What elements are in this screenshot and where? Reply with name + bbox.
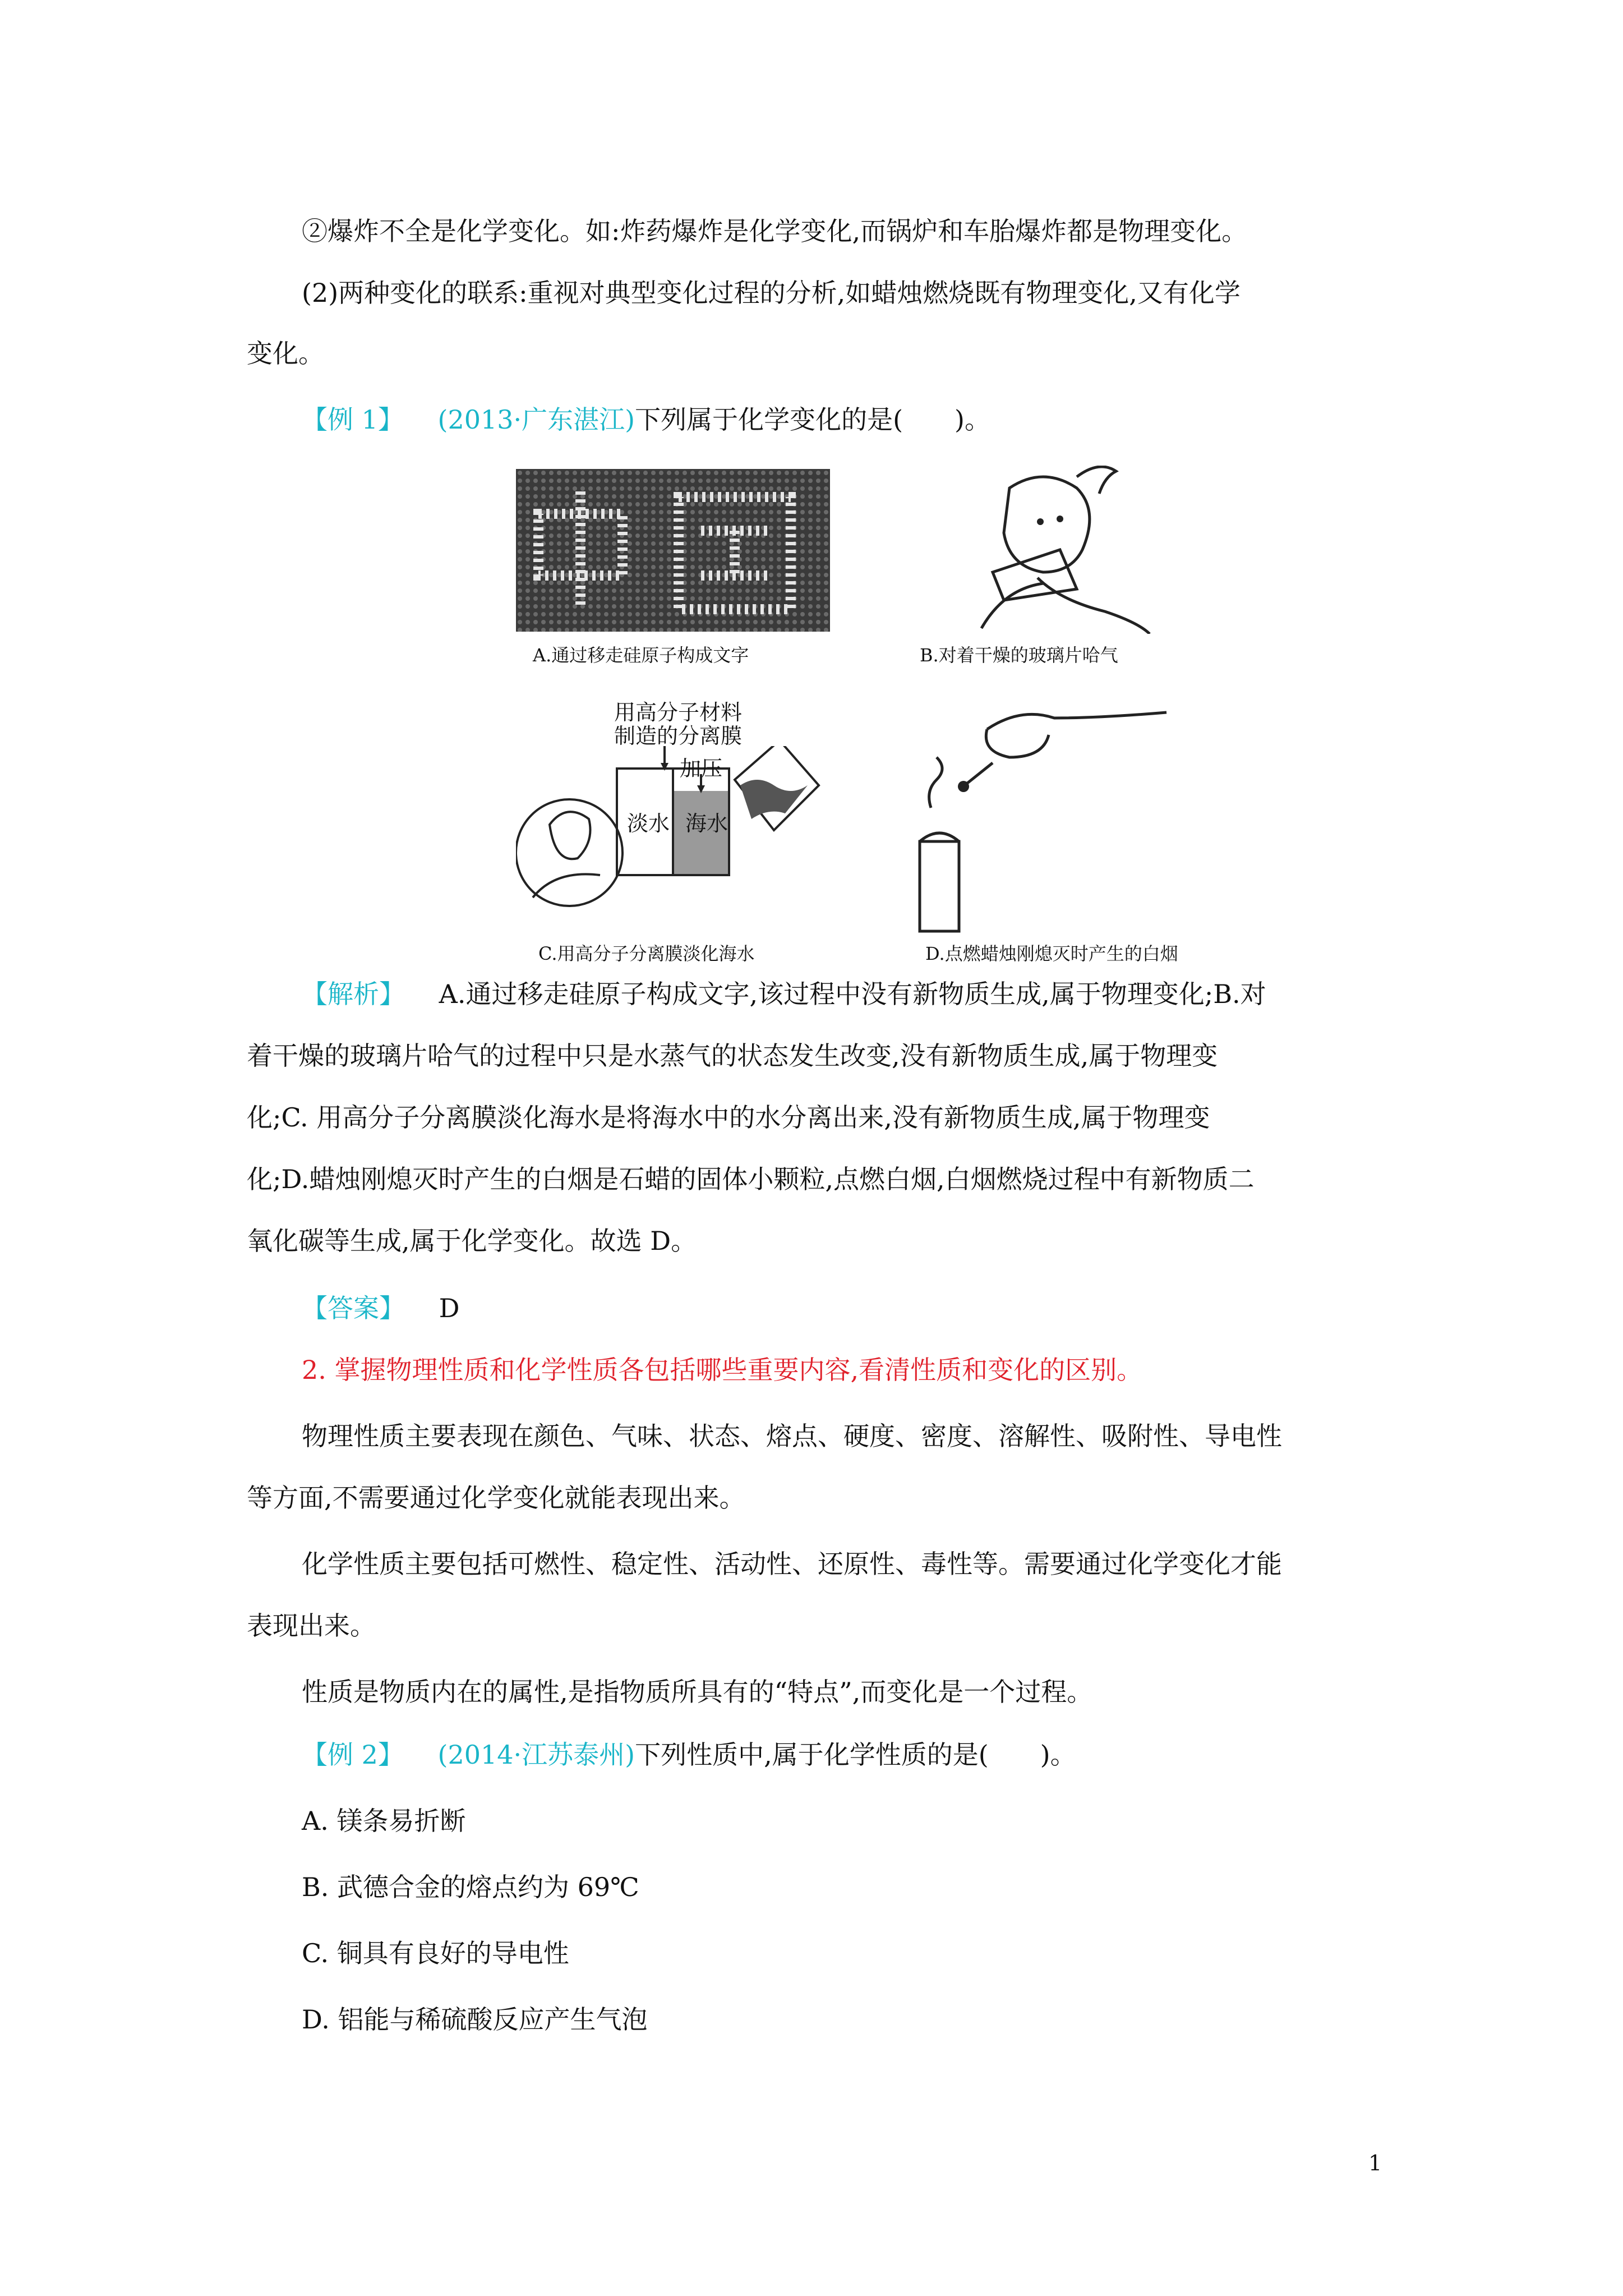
- caption-b: B.对着干燥的玻璃片哈气: [920, 645, 1118, 666]
- caption-c: C.用高分子分离膜淡化海水: [538, 943, 755, 964]
- property-vs-change-text: 性质是物质内在的属性,是指物质所具有的“特点”,而变化是一个过程。: [302, 1677, 1093, 1707]
- chemical-property-text-cont: 表现出来。: [247, 1611, 376, 1641]
- example-1-tag: 【例 1】: [302, 404, 404, 435]
- answer-1: [302, 1291, 460, 1325]
- analysis-line-4: 化;D.蜡烛刚熄灭时产生的白烟是石蜡的固体小颗粒,点燃白烟,白烟燃烧过程中有新物质二: [247, 1164, 1255, 1194]
- option-a: A. 镁条易折断: [302, 1806, 466, 1836]
- analysis-line-2: 着干燥的玻璃片哈气的过程中只是水蒸气的状态发生改变,没有新物质生成,属于物理变: [247, 1041, 1218, 1071]
- example-2-tag: 【例 2】: [302, 1740, 404, 1770]
- candle-smoke-illustration: [897, 701, 1189, 937]
- section-2-heading: 2. 掌握物理性质和化学性质各包括哪些重要内容,看清性质和变化的区别。: [302, 1355, 1143, 1385]
- analysis-tag: 【解析】: [302, 979, 405, 1009]
- example-1-source: (2013·广东湛江): [437, 404, 635, 435]
- analysis-line-3: 化;C. 用高分子分离膜淡化海水是将海水中的水分离出来,没有新物质生成,属于物理变: [247, 1102, 1210, 1133]
- label-membrane-1: 用高分子材料: [614, 700, 743, 725]
- silicon-atoms-photo: [516, 469, 830, 632]
- physical-property-text: 物理性质主要表现在颜色、气味、状态、熔点、硬度、密度、溶解性、吸附性、导电性: [302, 1421, 1282, 1451]
- answer-1-value: D: [439, 1293, 460, 1323]
- girl-breathing-illustration: [909, 466, 1166, 634]
- example-2-question: [302, 1738, 1076, 1772]
- caption-a: A.通过移走硅原子构成文字: [533, 645, 749, 666]
- paragraph-relation-cont: 变化。: [247, 338, 324, 369]
- label-press: 加压: [680, 756, 723, 781]
- analysis-text-1: A.通过移走硅原子构成文字,该过程中没有新物质生成,属于物理变化;B.对: [439, 979, 1266, 1009]
- example-1-figure: [516, 466, 1200, 970]
- analysis-line-5: 氧化碳等生成,属于化学变化。故选 D。: [247, 1226, 697, 1256]
- answer-1-tag: 【答案】: [302, 1293, 405, 1323]
- option-d: D. 铝能与稀硫酸反应产生气泡: [302, 2004, 648, 2035]
- physical-property-text-cont: 等方面,不需要通过化学变化就能表现出来。: [247, 1483, 745, 1513]
- example-2-source: (2014·江苏泰州): [437, 1740, 635, 1770]
- caption-d: D.点燃蜡烛刚熄灭时产生的白烟: [925, 943, 1178, 964]
- example-1-question: [302, 403, 990, 436]
- example-1-stem: 下列属于化学变化的是( )。: [635, 404, 991, 435]
- label-membrane-2: 制造的分离膜: [614, 724, 743, 748]
- analysis-line-1: [302, 977, 1266, 1011]
- option-c: C. 铜具有良好的导电性: [302, 1938, 569, 1968]
- label-fresh-water: 淡水: [627, 811, 670, 836]
- chemical-property-text: 化学性质主要包括可燃性、稳定性、活动性、还原性、毒性等。需要通过化学变化才能: [302, 1549, 1282, 1579]
- page-number: 1: [1368, 2151, 1382, 2175]
- paragraph-relation: (2)两种变化的联系:重视对典型变化过程的分析,如蜡烛燃烧既有物理变化,又有化学: [302, 278, 1241, 308]
- paragraph-explosion: ②爆炸不全是化学变化。如:炸药爆炸是化学变化,而锅炉和车胎爆炸都是物理变化。: [302, 216, 1248, 246]
- label-sea-water: 海水: [685, 811, 728, 836]
- option-b: B. 武德合金的熔点约为 69℃: [302, 1872, 639, 1902]
- example-2-stem: 下列性质中,属于化学性质的是( )。: [635, 1740, 1076, 1770]
- desalination-illustration: [516, 746, 830, 931]
